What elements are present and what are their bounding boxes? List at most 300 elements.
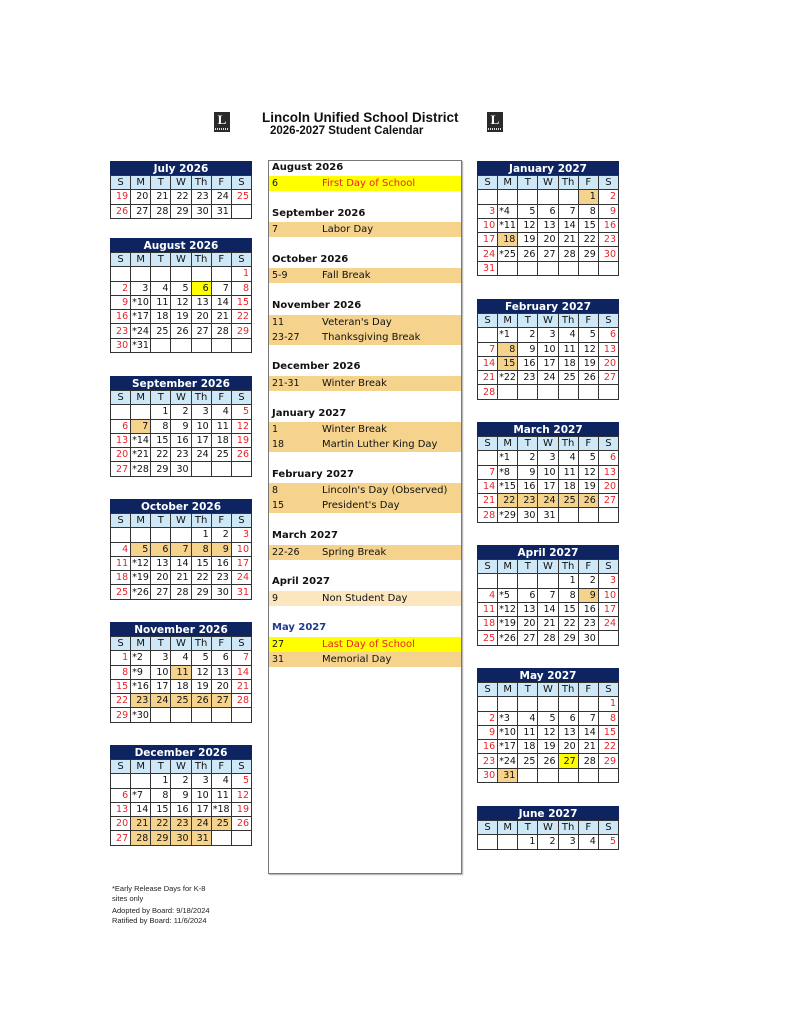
day-cell: 20: [598, 479, 618, 493]
day-cell: 31: [211, 204, 231, 218]
month-calendar-nov2026: [110, 622, 252, 723]
week-row: [478, 588, 619, 602]
day-cell: 7: [171, 542, 191, 556]
weekday-label: M: [498, 560, 518, 574]
day-cell: 5: [131, 542, 151, 556]
day-cell: 19: [578, 356, 598, 370]
weekday-label: W: [171, 391, 191, 405]
day-cell: 11: [478, 602, 498, 616]
weekday-header-row: [478, 821, 619, 835]
day-cell: [518, 385, 538, 399]
day-cell: 9: [598, 204, 618, 218]
day-cell: 23: [191, 190, 211, 204]
weekday-label: W: [538, 437, 558, 451]
event-date: 18: [272, 439, 285, 450]
week-row: [111, 295, 252, 309]
day-cell: 7: [211, 281, 231, 295]
day-cell: 8: [151, 788, 171, 802]
weekday-header-row: [111, 514, 252, 528]
weekday-label: F: [578, 560, 598, 574]
day-cell: 5: [231, 405, 251, 419]
day-cell: [211, 338, 231, 352]
day-cell: 17: [191, 433, 211, 447]
day-cell: 15: [151, 802, 171, 816]
day-cell: [538, 768, 558, 782]
event-date: 27: [272, 639, 285, 650]
weekday-label: T: [518, 176, 538, 190]
week-row: [111, 788, 252, 802]
day-cell: *18: [212, 804, 230, 816]
event-row: [269, 176, 461, 191]
event-month-heading: September 2026: [272, 208, 366, 219]
day-cell: 18: [111, 571, 131, 585]
day-cell: 22: [558, 617, 578, 631]
day-cell: [151, 338, 171, 352]
event-name: Last Day of School: [322, 639, 415, 650]
weekday-label: M: [498, 314, 518, 328]
day-cell: 29: [598, 754, 618, 768]
weekday-label: T: [518, 683, 538, 697]
weekday-label: Th: [191, 760, 211, 774]
day-cell: 22: [151, 448, 171, 462]
week-row: [478, 342, 619, 356]
day-cell: 6: [598, 328, 618, 342]
day-cell: [211, 708, 231, 722]
day-cell: 30: [478, 768, 498, 782]
day-cell: 20: [111, 817, 131, 831]
weekday-label: Th: [191, 514, 211, 528]
day-cell: 3: [538, 328, 558, 342]
day-cell: 20: [131, 190, 151, 204]
day-cell: 2: [171, 405, 191, 419]
week-row: [111, 571, 252, 585]
day-cell: 7: [578, 711, 598, 725]
weekday-label: S: [598, 821, 618, 835]
day-cell: 14: [171, 556, 191, 570]
event-date: 22-26: [272, 547, 300, 558]
day-cell: 5: [578, 328, 598, 342]
day-cell: 13: [211, 665, 231, 679]
day-cell: [498, 697, 518, 711]
event-name: Memorial Day: [322, 654, 392, 665]
event-row: [269, 222, 461, 237]
weekday-label: T: [151, 391, 171, 405]
weekday-header-row: [111, 760, 252, 774]
day-cell: 4: [211, 405, 231, 419]
weekday-header-row: [478, 683, 619, 697]
event-name: Non Student Day: [322, 593, 408, 604]
day-cell: 3: [131, 281, 151, 295]
weekday-label: S: [111, 760, 131, 774]
week-row: [111, 542, 252, 556]
day-cell: 22: [231, 310, 251, 324]
weekday-label: T: [151, 760, 171, 774]
day-cell: 1: [578, 190, 598, 204]
day-cell: 18: [558, 479, 578, 493]
day-cell: [211, 462, 231, 476]
day-cell: [131, 774, 151, 788]
early-release-note-cont: sites only: [112, 894, 144, 903]
day-cell: 9: [518, 465, 538, 479]
weekday-label: S: [231, 176, 251, 190]
day-cell: *26: [499, 632, 516, 644]
day-cell: 25: [478, 631, 498, 645]
day-cell: 8: [191, 542, 211, 556]
day-cell: [131, 528, 151, 542]
day-cell: [478, 835, 498, 849]
events-panel: [268, 160, 462, 874]
weekday-label: W: [171, 514, 191, 528]
day-cell: 24: [478, 247, 498, 261]
day-cell: 6: [558, 711, 578, 725]
month-calendar-oct2026: [110, 499, 252, 600]
day-cell: [578, 768, 598, 782]
month-calendar-may2027: [477, 668, 619, 783]
day-cell: 7: [478, 465, 498, 479]
day-cell: [231, 338, 251, 352]
day-cell: 13: [151, 556, 171, 570]
day-cell: 15: [191, 556, 211, 570]
day-cell: 4: [111, 542, 131, 556]
day-cell: 20: [518, 617, 538, 631]
day-cell: 20: [598, 356, 618, 370]
day-cell: 9: [478, 725, 498, 739]
day-cell: 8: [578, 204, 598, 218]
weekday-label: S: [478, 683, 498, 697]
day-cell: 20: [191, 310, 211, 324]
day-cell: 12: [578, 465, 598, 479]
weekday-label: T: [518, 560, 538, 574]
day-cell: 22: [111, 694, 131, 708]
day-cell: 21: [131, 817, 151, 831]
weekday-label: S: [598, 560, 618, 574]
day-cell: 15: [598, 725, 618, 739]
day-cell: 30: [171, 831, 191, 845]
day-cell: 24: [538, 371, 558, 385]
day-cell: 16: [111, 310, 131, 324]
day-cell: 31: [498, 768, 518, 782]
day-cell: *21: [132, 449, 149, 461]
day-cell: 11: [211, 419, 231, 433]
day-cell: [558, 190, 578, 204]
day-cell: [211, 831, 231, 845]
event-row: [269, 268, 461, 283]
day-cell: [171, 267, 191, 281]
day-cell: *4: [498, 204, 518, 218]
month-calendar-jun2027: [477, 806, 619, 850]
day-cell: 9: [518, 342, 538, 356]
event-name: First Day of School: [322, 178, 416, 189]
weekday-label: F: [578, 821, 598, 835]
day-cell: 29: [111, 708, 131, 722]
day-cell: 23: [598, 233, 618, 247]
week-row: [111, 802, 252, 816]
day-cell: 18: [211, 433, 231, 447]
day-cell: [498, 835, 518, 849]
day-cell: 28: [171, 585, 191, 599]
week-row: [111, 267, 252, 281]
day-cell: *30: [132, 709, 149, 721]
day-cell: 1: [231, 267, 251, 281]
weekday-label: Th: [191, 176, 211, 190]
day-cell: [598, 768, 618, 782]
event-row: [269, 437, 461, 452]
day-cell: 27: [211, 694, 231, 708]
day-cell: 12: [191, 665, 211, 679]
day-cell: [498, 385, 518, 399]
weekday-header-row: [111, 637, 252, 651]
day-cell: [538, 697, 558, 711]
day-cell: 12: [578, 342, 598, 356]
day-cell: 29: [231, 324, 251, 338]
day-cell: [478, 451, 498, 465]
day-cell: 3: [231, 528, 251, 542]
weekday-label: Th: [191, 637, 211, 651]
weekday-label: M: [131, 760, 151, 774]
day-cell: *8: [498, 465, 518, 479]
day-cell: 5: [598, 835, 618, 849]
event-row: [269, 422, 461, 437]
day-cell: [498, 261, 518, 275]
day-cell: 11: [171, 665, 191, 679]
day-cell: 3: [558, 835, 578, 849]
day-cell: 20: [558, 740, 578, 754]
day-cell: 3: [151, 651, 171, 665]
weekday-label: F: [578, 314, 598, 328]
month-title: August 2026: [110, 238, 252, 252]
day-cell: 26: [111, 204, 131, 218]
day-cell: 23: [478, 754, 498, 768]
day-cell: 14: [478, 479, 498, 493]
day-cell: 30: [211, 585, 231, 599]
day-cell: [131, 267, 151, 281]
day-cell: 10: [191, 419, 211, 433]
day-cell: 22: [151, 817, 171, 831]
week-row: [111, 694, 252, 708]
day-cell: 21: [211, 310, 231, 324]
day-cell: 21: [478, 494, 498, 508]
day-cell: 30: [518, 508, 538, 522]
day-cell: 25: [111, 585, 131, 599]
day-cell: 8: [231, 281, 251, 295]
day-cell: *28: [132, 463, 149, 475]
day-cell: 24: [191, 817, 211, 831]
day-cell: 26: [578, 494, 598, 508]
weekday-label: S: [478, 437, 498, 451]
day-cell: 11: [151, 295, 171, 309]
weekday-label: Th: [558, 821, 578, 835]
weekday-label: M: [498, 437, 518, 451]
event-date: 21-31: [272, 378, 300, 389]
weekday-label: S: [478, 821, 498, 835]
day-cell: 2: [578, 574, 598, 588]
weekday-label: Th: [558, 437, 578, 451]
weekday-label: S: [111, 514, 131, 528]
week-row: [111, 817, 252, 831]
early-release-note: *Early Release Days for K-8: [112, 884, 206, 893]
event-name: Winter Break: [322, 424, 387, 435]
day-cell: [231, 708, 251, 722]
day-cell: 10: [598, 588, 618, 602]
weekday-label: F: [578, 437, 598, 451]
day-cell: 16: [478, 740, 498, 754]
month-calendar-mar2027: [477, 422, 619, 523]
day-cell: 24: [191, 448, 211, 462]
day-cell: 22: [171, 190, 191, 204]
month-title: March 2027: [477, 422, 619, 436]
day-cell: 8: [151, 419, 171, 433]
event-name: Martin Luther King Day: [322, 439, 438, 450]
day-cell: 28: [538, 631, 558, 645]
day-cell: 15: [558, 602, 578, 616]
week-row: [111, 324, 252, 338]
week-row: [478, 261, 619, 275]
month-title: July 2026: [110, 161, 252, 175]
day-cell: [111, 528, 131, 542]
weekday-label: S: [231, 760, 251, 774]
day-cell: 5: [171, 281, 191, 295]
weekday-label: W: [538, 821, 558, 835]
day-cell: [171, 708, 191, 722]
day-cell: 6: [598, 451, 618, 465]
weekday-label: S: [478, 314, 498, 328]
weekday-label: F: [211, 514, 231, 528]
weekday-label: M: [131, 514, 151, 528]
week-row: [111, 338, 252, 352]
day-cell: 23: [131, 694, 151, 708]
event-month-heading: December 2026: [272, 361, 361, 372]
weekday-header-row: [478, 560, 619, 574]
adopted-date: Adopted by Board: 9/18/2024: [112, 906, 210, 915]
day-cell: 21: [171, 571, 191, 585]
day-cell: [211, 267, 231, 281]
weekday-label: M: [131, 391, 151, 405]
day-cell: *11: [499, 220, 516, 232]
ratified-date: Ratified by Board: 11/6/2024: [112, 916, 207, 925]
event-name: Thanksgiving Break: [322, 332, 421, 343]
day-cell: 23: [518, 371, 538, 385]
day-cell: [231, 204, 251, 218]
week-row: [478, 494, 619, 508]
day-cell: 8: [558, 588, 578, 602]
day-cell: 23: [211, 571, 231, 585]
day-cell: 2: [211, 528, 231, 542]
day-cell: [558, 697, 578, 711]
event-name: Winter Break: [322, 378, 387, 389]
day-cell: 3: [191, 405, 211, 419]
day-cell: 17: [538, 479, 558, 493]
weekday-label: S: [598, 176, 618, 190]
weekday-label: T: [151, 637, 171, 651]
day-cell: 24: [538, 494, 558, 508]
day-cell: 6: [538, 204, 558, 218]
day-cell: 25: [211, 448, 231, 462]
week-row: [478, 768, 619, 782]
weekday-label: F: [211, 637, 231, 651]
day-cell: [598, 631, 618, 645]
day-cell: [578, 261, 598, 275]
day-cell: 21: [578, 740, 598, 754]
day-cell: 14: [558, 218, 578, 232]
day-cell: 1: [558, 574, 578, 588]
district-logo-left: [214, 112, 230, 132]
day-cell: [151, 708, 171, 722]
day-cell: 26: [231, 448, 251, 462]
day-cell: 13: [111, 802, 131, 816]
day-cell: 29: [171, 204, 191, 218]
day-cell: 6: [191, 281, 211, 295]
day-cell: 30: [598, 247, 618, 261]
week-row: [111, 433, 252, 447]
event-date: 15: [272, 500, 285, 511]
event-month-heading: August 2026: [272, 162, 344, 173]
event-date: 6: [272, 178, 279, 189]
day-cell: 21: [538, 617, 558, 631]
day-cell: 27: [598, 371, 618, 385]
day-cell: 27: [111, 831, 131, 845]
week-row: [478, 754, 619, 768]
week-row: [111, 310, 252, 324]
event-date: 5-9: [272, 270, 288, 281]
weekday-label: M: [498, 821, 518, 835]
week-row: [111, 190, 252, 204]
weekday-label: T: [151, 253, 171, 267]
logo-letter: L: [217, 112, 227, 127]
event-name: Lincoln's Day (Observed): [322, 485, 448, 496]
month-title: September 2026: [110, 376, 252, 390]
week-row: [111, 556, 252, 570]
day-cell: 8: [498, 342, 518, 356]
event-month-heading: November 2026: [272, 300, 362, 311]
month-calendar-apr2027: [477, 545, 619, 646]
event-month-heading: April 2027: [272, 576, 330, 587]
day-cell: 14: [578, 725, 598, 739]
day-cell: 12: [231, 419, 251, 433]
day-cell: 29: [191, 585, 211, 599]
day-cell: 17: [478, 233, 498, 247]
day-cell: 1: [518, 835, 538, 849]
weekday-label: T: [518, 821, 538, 835]
event-name: Labor Day: [322, 224, 374, 235]
event-row: [269, 652, 461, 667]
weekday-label: Th: [191, 391, 211, 405]
day-cell: 25: [231, 190, 251, 204]
day-cell: 23: [518, 494, 538, 508]
day-cell: 15: [151, 433, 171, 447]
day-cell: [558, 508, 578, 522]
weekday-header-row: [478, 437, 619, 451]
weekday-label: W: [171, 176, 191, 190]
day-cell: 2: [518, 451, 538, 465]
week-row: [478, 725, 619, 739]
day-cell: [538, 574, 558, 588]
day-cell: 12: [171, 295, 191, 309]
day-cell: 11: [211, 788, 231, 802]
day-cell: 2: [171, 774, 191, 788]
week-row: [478, 247, 619, 261]
weekday-header-row: [478, 314, 619, 328]
day-cell: 28: [231, 694, 251, 708]
month-title: October 2026: [110, 499, 252, 513]
day-cell: 24: [211, 190, 231, 204]
day-cell: 29: [558, 631, 578, 645]
day-cell: [538, 385, 558, 399]
day-cell: 28: [211, 324, 231, 338]
day-cell: 15: [578, 218, 598, 232]
month-calendar-sep2026: [110, 376, 252, 477]
day-cell: [578, 697, 598, 711]
day-cell: 31: [231, 585, 251, 599]
